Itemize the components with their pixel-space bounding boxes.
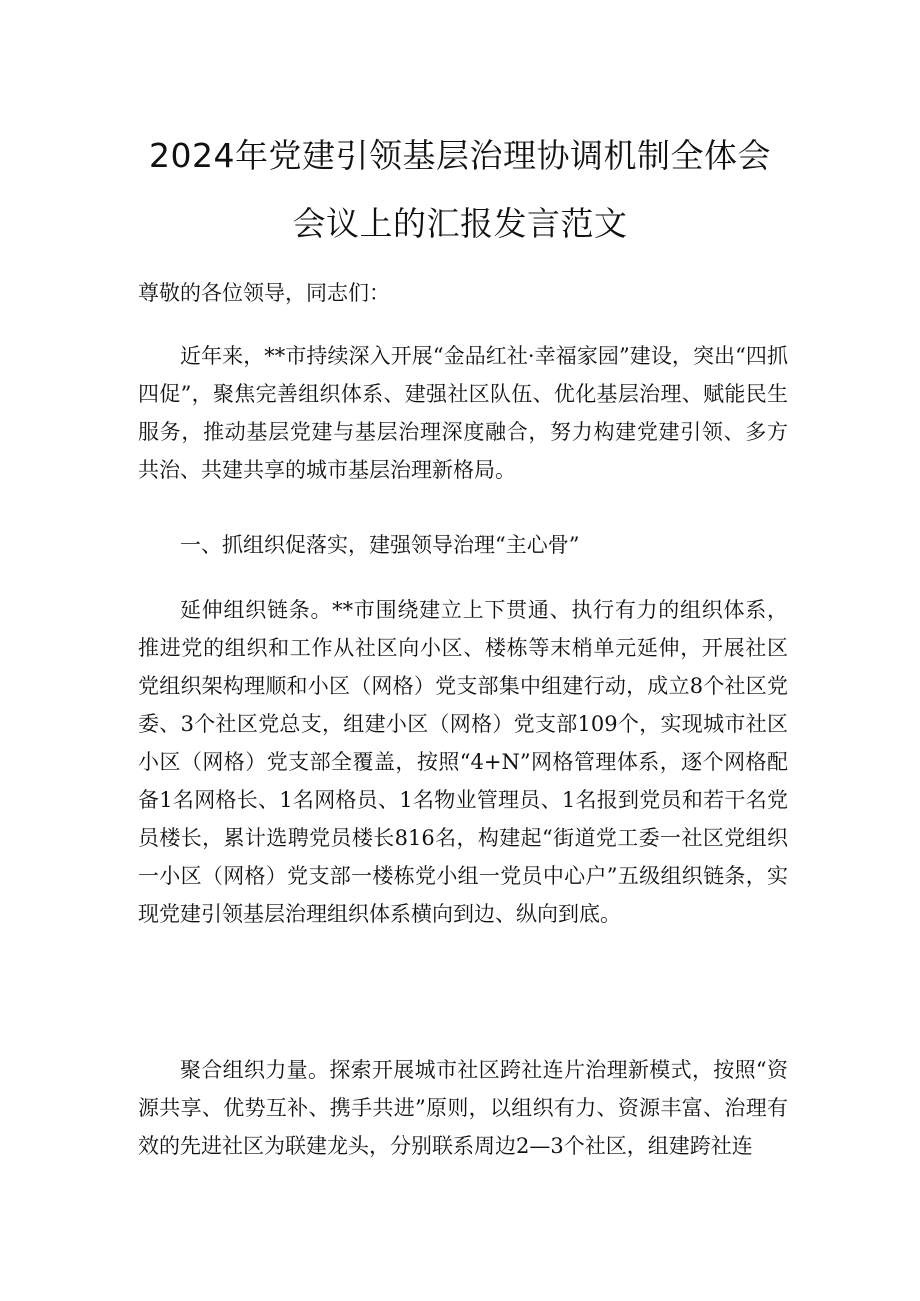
document-title-line-1: 2024年党建引领基层治理协调机制全体会 [149, 136, 771, 175]
intro-paragraph: 近年来，**市持续深入开展“金品红社·幸福家园”建设，突出“四抓四促”，聚焦完善组织体系、建强社区队伍、优化基层治理、赋能民生服务，推动基层党建与基层治理深度融合，努力构建党建引领、多方共治、共建共享的城市基层治理新格局。 [138, 344, 788, 482]
body-paragraph-extend-chain: 延伸组织链条。**市围绕建立上下贯通、执行有力的组织体系，推进党的组织和工作从社区向小区、楼栋等末梢单元延伸，开展社区党组织架构理顺和小区（网格）党支部集中组建行动，成立8个社区党委、3个社区党总支，组建小区（网格）党支部109个，实现城市社区小区（网格）党支部全覆盖，按照“4+N”网格管理体系，逐个网格配备1名网格长、1名网格员、1名物业管理员、1名报到党员和若干名党员楼长，累计选聘党员楼长816名，构建起“街道党工委一社区党组织一小区（网格）党支部一楼栋党小组一党员中心户”五级组织链条，实现党建引领基层治理组织体系横向到边、纵向到底。 [138, 598, 788, 926]
section-heading-1: 一、抓组织促落实，建强领导治理“主心骨” [180, 533, 580, 557]
document-title-line-2: 会议上的汇报发言范文 [292, 204, 628, 243]
salutation: 尊敬的各位领导，同志们： [138, 281, 390, 305]
body-paragraph-aggregate-force: 聚合组织力量。探索开展城市社区跨社连片治理新模式，按照“资源共享、优势互补、携手共进”原则，以组织有力、资源丰富、治理有效的先进社区为联建龙头，分别联系周边2—3个社区，组建跨社连 [138, 1058, 788, 1158]
